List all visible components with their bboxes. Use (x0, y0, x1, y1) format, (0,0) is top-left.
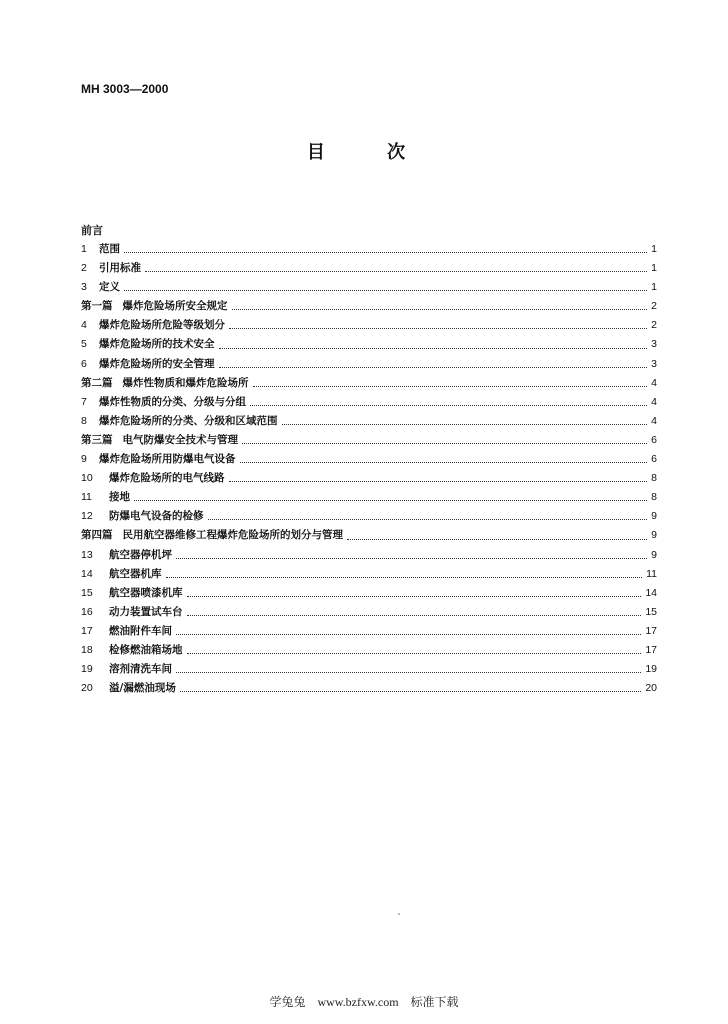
toc-entry-page: 8 (651, 491, 657, 504)
table-of-contents (81, 221, 657, 698)
toc-entry-number: 20 (81, 682, 93, 695)
toc-entry-page: 2 (651, 319, 657, 332)
toc-entry-page: 8 (651, 472, 657, 485)
toc-entry-title: 爆炸危险场所危险等级划分 (99, 319, 225, 332)
toc-entry-number: 10 (81, 472, 93, 485)
toc-entry-page: 19 (645, 663, 657, 676)
toc-entry-number: 第二篇 (81, 376, 113, 389)
toc-entry-page: 17 (645, 643, 657, 656)
footer-brand: 学兔兔 (269, 995, 306, 1009)
toc-dot-leader (176, 539, 647, 559)
toc-entry-number: 11 (81, 491, 92, 504)
toc-dot-leader (242, 424, 647, 444)
footer-site-link[interactable]: www.bzfxw.com (317, 995, 399, 1009)
footer-label: 标准下载 (410, 995, 459, 1009)
document-code: MH 3003—2000 (81, 82, 169, 96)
toc-dot-leader (219, 329, 648, 349)
toc-entry-title: 爆炸危险场所的分类、分级和区域范围 (99, 414, 278, 427)
toc-entry-page: 9 (651, 510, 657, 523)
toc-entry-number: 8 (81, 414, 87, 427)
toc-entry-number: 19 (81, 663, 93, 676)
toc-entry-number: 6 (81, 357, 87, 370)
toc-dot-leader (240, 443, 648, 463)
toc-dot-leader (250, 386, 647, 406)
toc-entry-title: 爆炸性物质的分类、分级与分组 (99, 395, 246, 408)
toc-entry-title: 接地 (109, 491, 130, 504)
toc-entry-title: 范围 (99, 243, 120, 255)
toc-dot-leader (145, 252, 647, 272)
toc-entry-title: 航空器机库 (109, 567, 162, 580)
footer (0, 993, 728, 1010)
toc-entry-title: 防爆电气设备的检修 (109, 510, 204, 523)
toc-dot-leader (176, 615, 641, 635)
toc-entry-number: 14 (81, 567, 93, 580)
toc-entry-page: 2 (651, 300, 657, 313)
toc-entry-page: 14 (645, 586, 657, 599)
toc-entry-number: 3 (81, 281, 87, 294)
toc-entry-page: 17 (645, 624, 657, 637)
toc-entry-title: 燃油附件车间 (109, 624, 172, 637)
toc-entry-page: 11 (646, 567, 657, 580)
toc-entry-title: 动力装置试车台 (109, 605, 183, 618)
toc-entry-page: 9 (651, 548, 657, 561)
toc-entry[interactable] (81, 679, 657, 698)
toc-entry-title: 爆炸危险场所的技术安全 (99, 338, 215, 351)
toc-entry-number: 4 (81, 319, 87, 332)
toc-entry-title: 爆炸危险场所安全规定 (122, 300, 228, 313)
toc-dot-leader (208, 500, 648, 520)
toc-entry-title: 爆炸性物质和爆炸危险场所 (122, 376, 249, 389)
toc-entry-title: 溶剂清洗车间 (109, 663, 172, 676)
toc-entry-title: 航空器喷漆机库 (109, 586, 183, 599)
toc-entry-page: 1 (651, 281, 657, 294)
toc-entry-number: 16 (81, 605, 93, 618)
toc-dot-leader (187, 577, 642, 597)
toc-entry-title: 爆炸危险场所的安全管理 (99, 357, 215, 370)
toc-entry-number: 17 (81, 624, 93, 637)
toc-entry-title: 检修燃油箱场地 (109, 643, 183, 656)
toc-entry-page: 4 (651, 376, 657, 389)
toc-entry-title: 航空器停机坪 (109, 548, 172, 561)
toc-entry-number: 第四篇 (81, 529, 113, 542)
toc-title: 目 次 (306, 142, 434, 163)
toc-dot-leader (347, 520, 647, 540)
toc-entry-page: 4 (651, 414, 657, 427)
toc-entry-title: 爆炸危险场所的电气线路 (109, 472, 225, 485)
toc-entry-page: 6 (651, 453, 657, 466)
toc-entry-title: 溢/漏燃油现场 (109, 682, 176, 695)
toc-entry-number: 18 (81, 643, 93, 656)
toc-entry-page: 9 (651, 529, 657, 542)
toc-dot-leader (229, 462, 648, 482)
toc-entry-title: 定义 (99, 281, 120, 294)
toc-entry-number: 13 (81, 548, 93, 561)
toc-entry-page: 1 (651, 262, 657, 275)
toc-entry-page: 3 (651, 338, 657, 351)
toc-dot-leader (124, 271, 647, 291)
toc-entry-number: 第三篇 (81, 433, 113, 446)
toc-dot-leader (124, 233, 647, 253)
toc-entry-page: 6 (651, 433, 657, 446)
toc-entry-page: 1 (651, 243, 657, 255)
toc-dot-leader (176, 653, 641, 673)
toc-entry-page: 15 (645, 605, 657, 618)
toc-entry-title: 民用航空器维修工程爆炸危险场所的划分与管理 (122, 529, 343, 542)
toc-dot-leader (282, 405, 648, 425)
toc-entry-number: 2 (81, 262, 87, 275)
toc-entry-title: 电气防爆安全技术与管理 (122, 433, 238, 446)
toc-entry-number: 9 (81, 453, 87, 466)
toc-dot-leader (232, 290, 648, 310)
toc-dot-leader (253, 367, 648, 387)
toc-entry-number: 5 (81, 338, 87, 351)
toc-entry-title: 引用标准 (99, 262, 141, 275)
toc-entry-number: 12 (81, 510, 93, 523)
toc-dot-leader (219, 348, 648, 368)
toc-dot-leader (187, 596, 642, 616)
toc-entry-page: 4 (651, 395, 657, 408)
toc-dot-leader (134, 481, 647, 501)
toc-dot-leader (166, 558, 643, 578)
toc-entries (81, 240, 657, 698)
toc-entry-number: 15 (81, 586, 93, 599)
scan-speck (398, 913, 400, 915)
toc-dot-leader (229, 309, 647, 329)
toc-preface: 前言 (81, 224, 103, 237)
toc-entry-page: 20 (645, 682, 657, 695)
toc-entry-number: 1 (81, 243, 87, 255)
toc-entry-number: 第一篇 (81, 300, 113, 313)
toc-entry-title: 爆炸危险场所用防爆电气设备 (99, 453, 236, 466)
toc-dot-leader (187, 634, 642, 654)
toc-dot-leader (180, 672, 641, 692)
toc-entry-number: 7 (81, 395, 87, 408)
toc-entry-page: 3 (651, 357, 657, 370)
